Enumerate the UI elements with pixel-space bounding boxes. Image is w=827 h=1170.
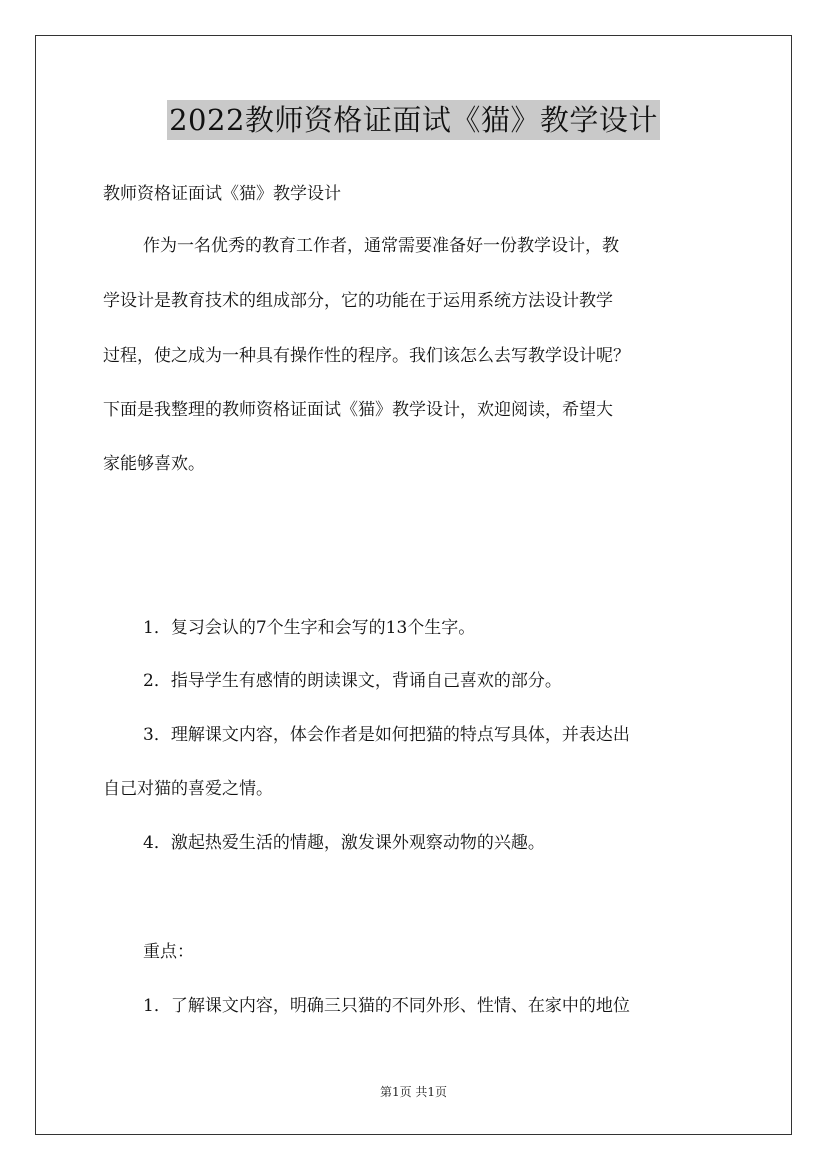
key-point-item: 1．了解课文内容，明确三只猫的不同外形、性情、在家中的地位	[143, 996, 630, 1016]
goal-item-continuation: 自己对猫的喜爱之情。	[103, 779, 273, 799]
goal-item: 3．理解课文内容，体会作者是如何把猫的特点写具体，并表达出	[143, 725, 630, 745]
goal-item: 2．指导学生有感情的朗读课文，背诵自己喜欢的部分。	[143, 671, 562, 691]
page-footer: 第1页 共1页	[379, 1085, 448, 1099]
document-subtitle: 教师资格证面试《猫》教学设计	[103, 184, 341, 204]
goal-item: 4．激起热爱生活的情趣，激发课外观察动物的兴趣。	[143, 833, 545, 853]
intro-line: 过程，使之成为一种具有操作性的程序。我们该怎么去写教学设计呢？	[103, 346, 630, 366]
title-container	[0, 100, 827, 140]
goal-item: 1．复习会认的7个生字和会写的13个生字。	[143, 618, 476, 638]
intro-line: 学设计是教育技术的组成部分，它的功能在于运用系统方法设计教学	[103, 291, 613, 311]
key-points-heading: 重点：	[143, 942, 194, 962]
intro-line: 家能够喜欢。	[103, 454, 205, 474]
document-title: 2022教师资格证面试《猫》教学设计	[167, 100, 660, 140]
intro-line: 下面是我整理的教师资格证面试《猫》教学设计，欢迎阅读，希望大	[103, 400, 613, 420]
intro-line: 作为一名优秀的教育工作者，通常需要准备好一份教学设计，教	[143, 236, 619, 256]
